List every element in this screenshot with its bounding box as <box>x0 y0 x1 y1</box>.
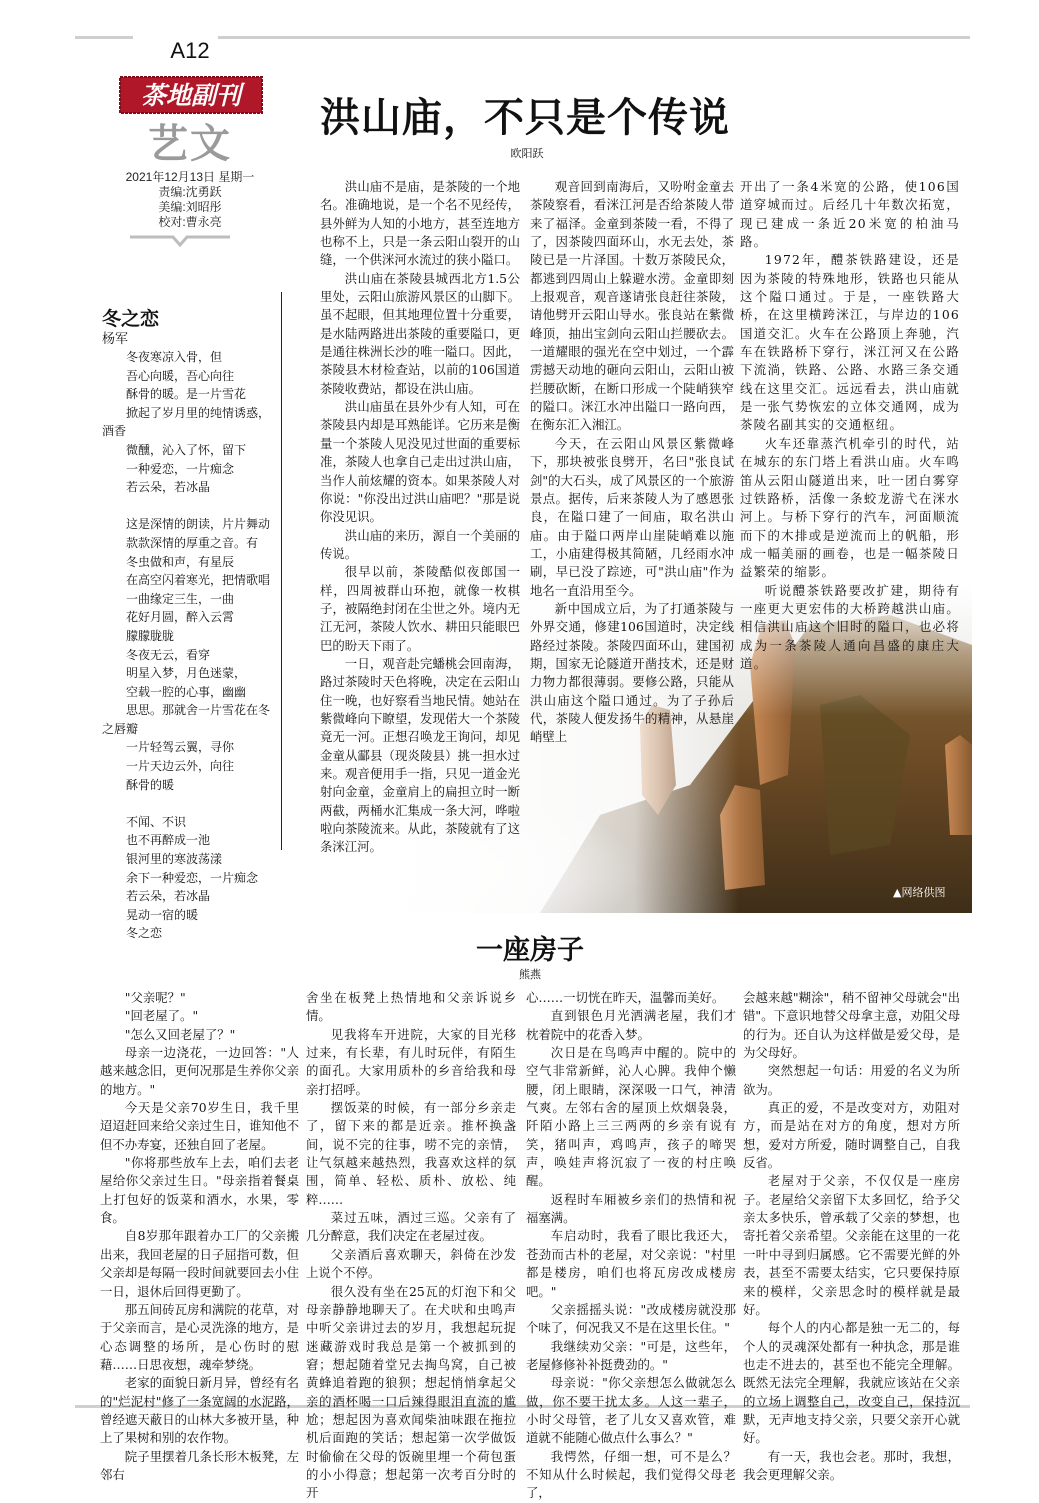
photo-credit: ▲网络供图 <box>893 886 946 899</box>
paragraph: 洪山庙不是庙，是茶陵的一个地名。准确地说，是一个名不见经传，县外鲜为人知的小地方，甚至连地方也称不上，只是一条云阳山裂开的山缝，一个供洣河水流过的狭小隘口。 <box>320 179 520 268</box>
paragraph: 见我将车开进院，大家的目光移过来，有长辈，有儿时玩伴，有陌生的面孔。大家用质朴的乡音给我和母亲打招呼。 <box>306 1026 516 1097</box>
article-column <box>530 178 734 747</box>
article-column <box>320 178 520 857</box>
issue-meta <box>110 170 270 230</box>
poem-line: 酥骨的暖。是一片雪花 <box>126 387 247 402</box>
poem-line: 冬夜寒凉入骨，但 <box>126 350 223 364</box>
paragraph: 突然想起一句话：用爱的名义为所欲为。 <box>743 1063 960 1097</box>
issue-date: 2021年12月13日 星期一 <box>125 170 255 184</box>
poem-line: 思思。那就舍一片雪花在冬之唇瓣 <box>102 703 271 736</box>
poem-line <box>102 794 278 813</box>
article-column <box>740 178 960 673</box>
poem-line: 晃动一宿的暖 <box>126 907 199 922</box>
poem-line: 余下一种爱恋，一片痴念 <box>126 870 259 885</box>
paragraph: 我继续劝父亲："可是，这些年，老屋修修补补挺费劲的。" <box>526 1338 736 1372</box>
logo-text: 茶地副刊 <box>140 81 242 110</box>
page-number: A12 <box>170 38 210 63</box>
poem-line: 冬夜无云，看穿 <box>126 647 211 662</box>
article-column <box>526 989 736 1503</box>
paragraph: 很早以前，茶陵酷似夜郎国一样，四周被群山环抱，就像一枚棋子，被隔绝封闭在尘世之外。境内无江无河，茶陵人饮水、耕田只能眼巴巴的盼天下雨了。 <box>320 564 520 653</box>
poem-body <box>102 348 278 943</box>
paragraph: 新中国成立后，为了打通茶陵与外界交通，修建106国道时，决定线路经过茶陵。茶陵四面环山，建国初期，国家无论隧道开凿技术，还是财力物力都很薄弱。要修公路，只能从洪山庙这个隘口通过。为了子孙后代，茶陵人便发扬牛的精神，从悬崖峭壁上 <box>530 600 734 745</box>
article-column <box>306 989 516 1503</box>
poem-line: 空载一腔的心事，幽幽 <box>126 684 247 699</box>
paragraph: 火车还靠蒸汽机牵引的时代，站在城东的东门塔上看洪山庙。火车鸣笛从云阳山隧道出来，吐一团白雾穿过铁路桥，活像一条蛟龙游弋在洣水河上。与桥下穿行的汽车，河面顺流而下的木排或是逆流而上的帆船，形成一幅美丽的画卷，也是一幅茶陵日益繁荣的缩影。 <box>740 435 960 580</box>
paragraph: 听说醴茶铁路要改扩建，期待有一座更大更宏伟的大桥跨越洪山庙。相信洪山庙这个旧时的隘口，也必将成为一条茶陵人通向昌盛的康庄大道。 <box>740 582 960 671</box>
column-divider <box>281 292 282 850</box>
supplement-logo <box>118 74 264 116</box>
poem-line: 在高空闪着寒光，把情歌唱 <box>126 573 271 588</box>
paragraph: "怎么又回老屋了？" <box>124 1026 236 1042</box>
paragraph: 今天是父亲70岁生日，我千里迢迢赶回来给父亲过生日，谁知他不但不办寿宴，还独自回了老屋。 <box>100 1100 299 1152</box>
article-title: 洪山庙，不只是个传说 <box>320 95 730 141</box>
article-byline: 欧阳跃 <box>510 148 544 160</box>
chevron-divider-icon <box>130 234 230 248</box>
poem-line: 若云朵，若冰晶 <box>126 889 211 904</box>
paragraph: 次日是在鸟鸣声中醒的。院中的空气非常新鲜，沁人心脾。我伸个懒腰，闭上眼睛，深深吸一口气，神清气爽。左邻右舍的屋顶上炊烟袅袅，阡陌小路上三三两两的乡亲有说有笑，猪叫声，鸡鸣声，孩子的啼哭声，唤娃声将沉寂了一夜的村庄唤醒。 <box>526 1045 736 1189</box>
paragraph: 会越来越"糊涂"，稍不留神父母就会"出错"。下意识地替父母拿主意，劝阻父母的行为。还自认为这样做是爱父母，是为父母好。 <box>743 990 960 1061</box>
paragraph: 洪山庙虽在县外少有人知，可在茶陵县内却是耳熟能详。它历来是衡量一个茶陵人见没见过世面的重要标准，茶陵人也拿自己走出过洪山庙，当作人前炫耀的资本。如果茶陵人对你说："你没出过洪山庙吧？"那是说你没见识。 <box>320 399 520 525</box>
paragraph: 直到银色月光洒满老屋，我们才枕着院中的花香入梦。 <box>526 1008 736 1042</box>
paragraph: 老家的面貌日新月异，曾经有名的"烂泥村"修了一条宽阔的水泥路，曾经遮天蔽日的山林大多被开垦，种上了果树和别的农作物。 <box>100 1375 299 1446</box>
art-editor-credit: 美编:刘昭彤 <box>158 200 222 214</box>
poem-line: 朦朦胧胧 <box>126 628 175 643</box>
paragraph: 父亲摇摇头说："改成楼房就没那个味了，何况我又不是在这里长住。" <box>526 1301 736 1336</box>
top-rule-right <box>218 36 970 39</box>
article-column <box>100 989 299 1484</box>
poem-line: 也不再醉成一池 <box>126 833 211 848</box>
article-title: 一座房子 <box>476 935 584 966</box>
paragraph: 院子里摆着几条长形木板凳，左邻右 <box>100 1448 299 1482</box>
poem-line <box>102 497 278 516</box>
poem-line: 不闻、不识 <box>126 814 187 829</box>
paragraph: 摆饭菜的时候，有一部分乡亲走了，留下来的都是近亲。推杯换盏间，说不完的往事，唠不完的亲情，让气氛越来越热烈，我喜欢这样的氛围，简单、轻松、质朴、放松、纯粹…… <box>306 1100 516 1207</box>
poem-line: 微醺，沁入了怀，留下 <box>126 442 247 457</box>
paragraph: "你将那些放车上去，咱们去老屋给你父亲过生日。"母亲指着餐桌上打包好的饭菜和酒水，水果，零食。 <box>100 1155 299 1226</box>
paragraph: 舍坐在板凳上热情地和父亲诉说乡情。 <box>306 990 516 1024</box>
paragraph: 我愕然，仔细一想，可不是么？不知从什么时候起，我们觉得父母老了， <box>526 1448 736 1501</box>
paragraph: 老屋对于父亲，不仅仅是一座房子。老屋给父亲留下太多回忆，给予父亲太多快乐，曾承载了父亲的梦想，也寄托着父亲希望。父亲能在这里的一花一叶中寻到归属感。它不需要光鲜的外表，甚至不需要太结实，它只要保持原来的模样，父亲思念时的模样就是最好。 <box>743 1173 960 1317</box>
poem-line: 一片轻驾云翼，寻你 <box>126 740 235 755</box>
paragraph: 那五间砖瓦房和满院的花草，对于父亲而言，是心灵洗涤的地方，是心态调整的场所，是心伤时的慰藉……日思夜想，魂牵梦绕。 <box>100 1301 299 1372</box>
poem-line: 这是深情的朗读，片片舞动 <box>126 517 271 532</box>
poem-title: 冬之恋 <box>102 308 160 330</box>
paragraph: "回老屋了。" <box>124 1008 199 1024</box>
top-rule-left <box>75 36 133 39</box>
proofreader-credit: 校对:曹永亮 <box>158 215 222 229</box>
paragraph: 洪山庙在茶陵县城西北方1.5公里处，云阳山旅游风景区的山脚下。虽不起眼，但其地理位置十分重要，是水陆两路进出茶陵的重要隘口，更是通往株洲长沙的唯一隘口。因此，茶陵县木材检查站，以前的106国道茶陵收费站，都设在洪山庙。 <box>320 270 520 396</box>
poem-line: 吾心向暖，吾心向往 <box>126 368 235 383</box>
paragraph: 母亲一边浇花，一边回答："人越来越念旧，更何况那是生养你父亲的地方。" <box>100 1045 299 1097</box>
paragraph: 父亲酒后喜欢聊天，斜倚在沙发上说个不停。 <box>306 1246 516 1281</box>
paragraph: 车启动时，我看了眼比我还大，苍劲而古朴的老屋，对父亲说："村里都是楼房，咱们也将瓦房改成楼房吧。" <box>526 1228 736 1299</box>
poem-line: 若云朵，若冰晶 <box>126 480 211 495</box>
poem-line: 款款深情的厚重之音。有 <box>126 535 259 550</box>
paragraph: "父亲呢？" <box>124 990 186 1005</box>
paragraph: 今天，在云阳山风景区紫微峰下，那块被张良劈开，名曰"张良试剑"的大石头，成了风景区的一个旅游景点。据传，后来茶陵人为了感恩张良，在隘口建了一间庙，取名洪山庙。由于隘口两岸山崖陡峭难以施工，小庙建得极其简陋，几经雨水冲刷，早已没了踪迹，可"洪山庙"作为地名一直沿用至今。 <box>530 435 734 598</box>
poem-line: 一片天边云外，向往 <box>126 759 235 774</box>
paragraph: 洪山庙的来历，源自一个美丽的传说。 <box>320 527 520 561</box>
poem-line: 明星入梦，月色迷蒙， <box>126 666 247 681</box>
article-byline: 熊燕 <box>519 969 541 981</box>
poem-author: 杨军 <box>102 332 129 347</box>
paragraph: 很久没有坐在25瓦的灯泡下和父母亲静静地聊天了。在犬吠和虫鸣声中听父亲讲过去的岁月，我想起玩捉迷藏游戏时我总是第一个被抓到的窘；想起随着堂兄去掏鸟窝，自己被黄蜂追着跑的狼狈；想起悄悄拿起父亲的酒杯喝一口后辣得眼泪直流的尴尬；想起因为喜欢闻柴油味跟在拖拉机后面跑的笑话；想起第一次学做饭时偷偷在父母的饭碗里埋一个荷包蛋的小小得意；想起第一次考百分时的开 <box>306 1283 516 1501</box>
poem-line: 一种爱恋，一片痴念 <box>126 461 235 476</box>
paragraph: 每个人的内心都是独一无二的，每个人的灵魂深处都有一种执念，那是谁也走不进去的，甚至也不能完全理解。既然无法完全理解，我就应该站在父亲的立场上调整自己，改变自己，保持沉默，无声地支持父亲，只要父亲开心就好。 <box>743 1320 960 1446</box>
poem-line: 掀起了岁月里的纯情诱惑，酒香 <box>102 405 271 439</box>
poem-line: 酥骨的暖 <box>126 777 175 792</box>
paragraph: 真正的爱，不是改变对方，劝阻对方，而是站在对方的角度，想对方所想，爱对方所爱，随时调整自己，自我反省。 <box>743 1100 960 1171</box>
paragraph: 母亲说："你父亲想怎么做就怎么做，你不要干扰太多。人这一辈子，小时父母管，老了儿女又喜欢管，难道就不能随心做点什么事么？" <box>526 1375 736 1446</box>
paragraph: 返程时车厢被乡亲们的热情和祝福塞满。 <box>526 1191 736 1226</box>
paragraph: 菜过五味，酒过三巡。父亲有了几分醉意，我们决定在老屋过夜。 <box>306 1210 516 1244</box>
paragraph: 1972年，醴茶铁路建设，还是因为茶陵的特殊地形，铁路也只能从这个隘口通过。于是，一座铁路大桥，在这里横跨洣江，与岸边的106国道交汇。火车在公路顶上奔驰，汽车在铁路桥下穿行，洣江河又在公路下流淌，铁路、公路、水路三条交通线在这里交汇。远远看去，洪山庙就是一张气势恢宏的立体交通网，成为茶陵名副其实的交通枢纽。 <box>740 252 960 433</box>
paragraph: 有一天，我也会老。那时，我想，我会更理解父亲。 <box>743 1448 960 1482</box>
article-column <box>743 989 960 1484</box>
poem-line: 银河里的寒波荡漾 <box>126 852 223 867</box>
editor-credit: 责编:沈勇跃 <box>158 185 222 199</box>
paragraph: 开出了一条4米宽的公路，使106国道穿城而过。后经几十年数次拓宽，现已建成一条近20米宽的柏油马路。 <box>740 179 960 250</box>
paragraph: 心……一切恍在昨天，温馨而美好。 <box>526 990 725 1005</box>
poem-line: 花好月圆，醉入云霄 <box>126 610 235 625</box>
poem-line: 冬虫做和声，有星辰 <box>126 554 235 569</box>
paragraph: 观音回到南海后，又吩咐金童去茶陵察看，看洣江河是否给茶陵人带来了福泽。金童到茶陵一看，不得了了，因茶陵四面环山，水无去处，茶陵已是一片泽国。十数万茶陵民众，都逃到四周山上躲避水涝。金童即刻上报观音，观音遂请张良赶往茶陵，请他劈开云阳山导水。张良站在紫微峰顶，抽出宝剑向云阳山拦腰砍去。一道耀眼的强光在空中划过，一个霹雳撼天动地的砸向云阳山，云阳山被拦腰砍断，在断口形成一个陡峭狭窄的隘口。洣江水冲出隘口一路向西，在衡东汇入湘江。 <box>530 179 734 433</box>
poem-line: 一曲缘定三生，一曲 <box>126 591 235 606</box>
poem-line: 冬之恋 <box>126 926 163 941</box>
section-name: 艺文 <box>148 121 232 167</box>
paragraph: 自8岁那年跟着办工厂的父亲搬出来，我回老屋的日子屈指可数，但父亲却是每隔一段时间就要回去小住一日，退休后回得更勤了。 <box>100 1228 299 1299</box>
paragraph: 一日，观音赴完蟠桃会回南海，路过茶陵时天色将晚，决定在云阳山住一晚，也好察看当地民情。她站在紫微峰向下瞭望，发现偌大一个茶陵竟无一河。正想召唤龙王询问，却见金童从酃县（现炎陵县）挑一担水过来。观音便用手一指，只见一道金光射向金童，金童肩上的扁担立时一断两截，两桶水汇集成一条大河，哗啦啦向茶陵流来。从此，茶陵就有了这条洣江河。 <box>320 655 520 855</box>
